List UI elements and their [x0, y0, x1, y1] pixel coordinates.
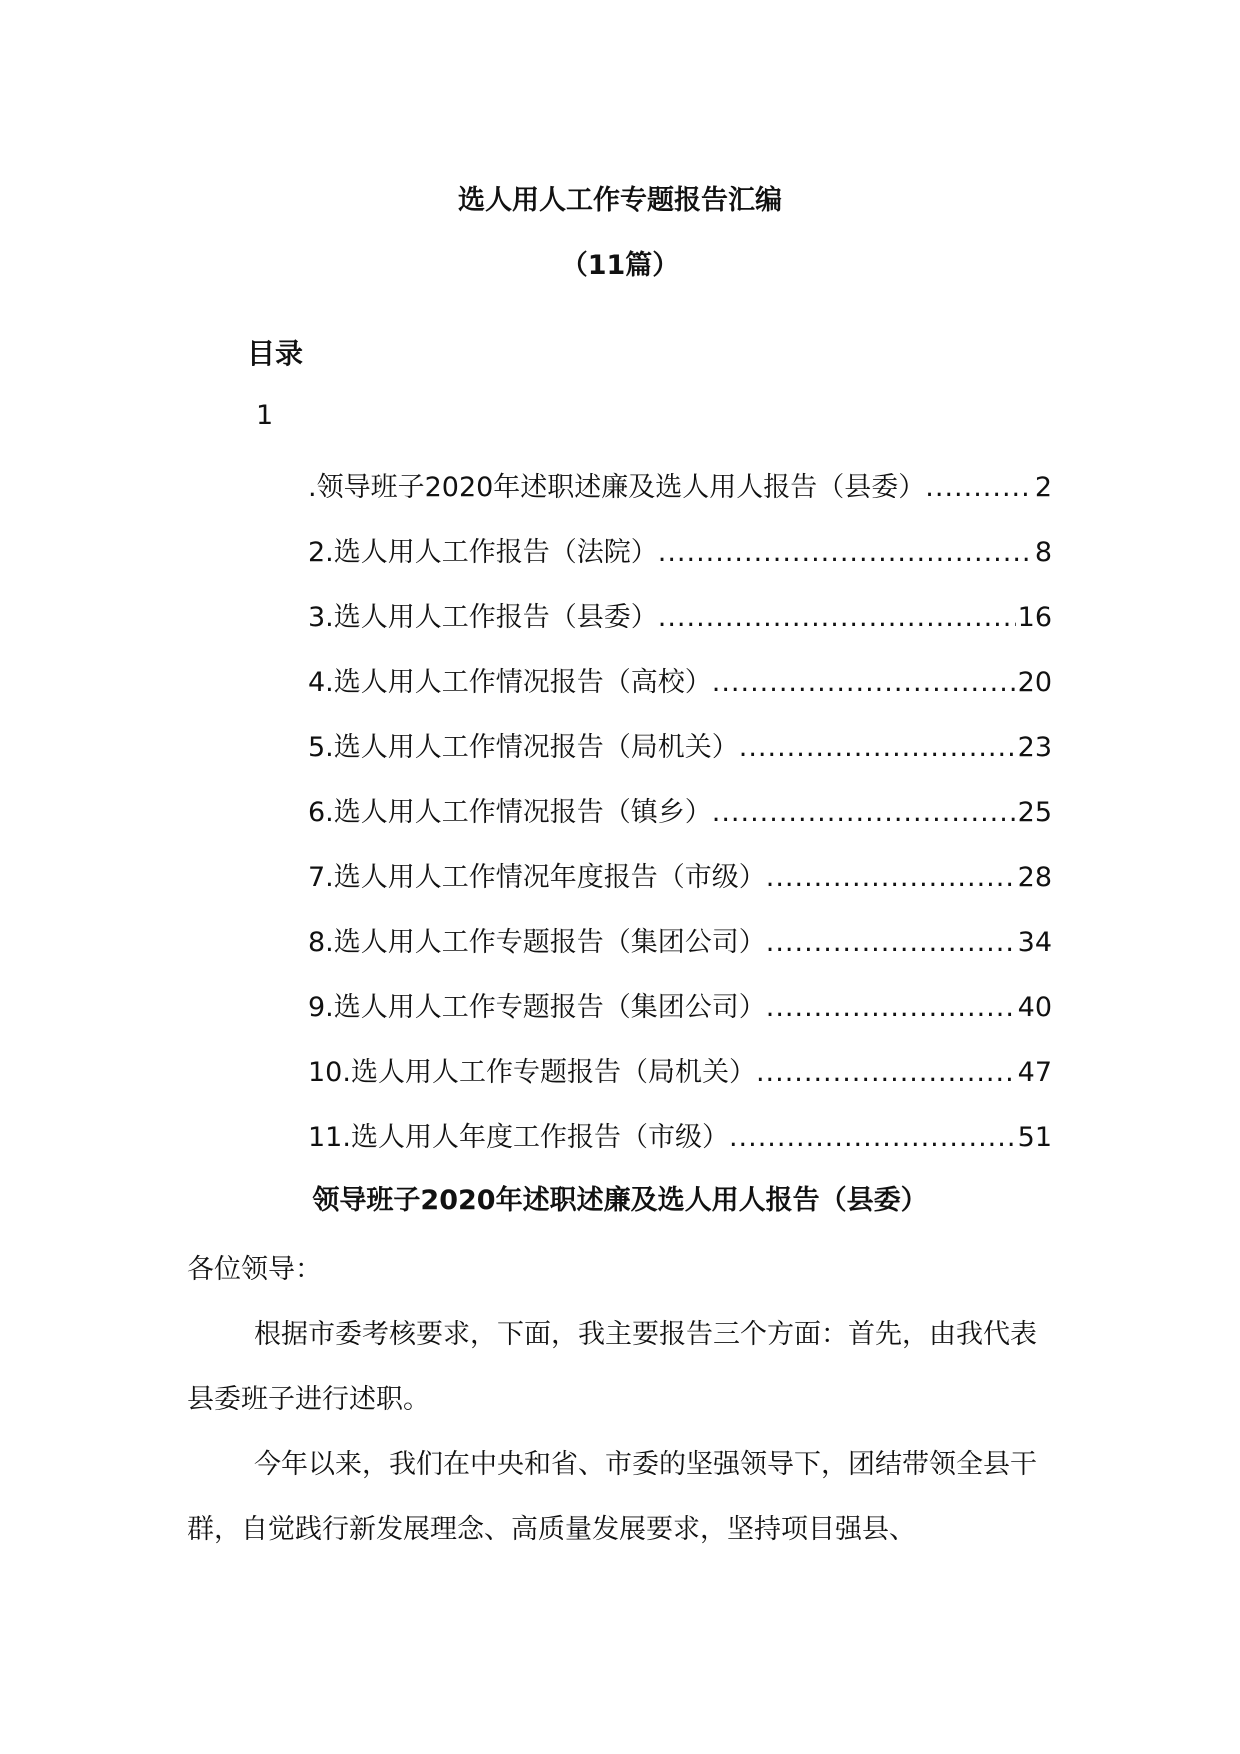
document-subtitle: （11篇）: [560, 250, 680, 281]
toc-entry-page-number: 23: [1017, 732, 1052, 763]
toc-entry[interactable]: [308, 660, 1052, 725]
toc-entry-label: .领导班子2020年述职述廉及选人用人报告（县委）: [308, 472, 926, 503]
toc-entry-page-number: 8: [1034, 537, 1052, 568]
section-title: 领导班子2020年述职述廉及选人用人报告（县委）: [312, 1185, 928, 1216]
toc-dot-leader: [658, 602, 1016, 633]
toc-entry[interactable]: [308, 465, 1052, 530]
toc-entry[interactable]: [308, 920, 1052, 985]
toc-entry[interactable]: [308, 595, 1052, 660]
table-of-contents: [308, 465, 1052, 1180]
toc-entry-label: 6.选人用人工作情况报告（镇乡）: [308, 797, 712, 828]
toc-entry-page-number: 20: [1017, 667, 1052, 698]
toc-entry-page-number: 16: [1017, 602, 1052, 633]
toc-entry-page-number: 40: [1017, 992, 1052, 1023]
toc-dot-leader: [658, 537, 1033, 568]
toc-dot-leader: [712, 667, 1016, 698]
toc-entry-page-number: 2: [1034, 472, 1052, 503]
toc-entry[interactable]: [308, 1050, 1052, 1115]
toc-dot-leader: [766, 992, 1016, 1023]
toc-entry-page-number: 25: [1017, 797, 1052, 828]
salutation: 各位领导：: [187, 1254, 322, 1285]
toc-entry[interactable]: [308, 1115, 1052, 1180]
toc-entry[interactable]: [308, 855, 1052, 920]
toc-entry-label: 5.选人用人工作情况报告（局机关）: [308, 732, 739, 763]
toc-entry-page-number: 51: [1017, 1122, 1052, 1153]
toc-entry-label: 8.选人用人工作专题报告（集团公司）: [308, 927, 766, 958]
toc-dot-leader: [766, 927, 1016, 958]
toc-entry-label: 11.选人用人年度工作报告（市级）: [308, 1122, 729, 1153]
toc-entry[interactable]: [308, 790, 1052, 855]
paragraph: 今年以来，我们在中央和省、市委的坚强领导下，团结带领全县干群，自觉践行新发展理念、高质量发展要求，坚持项目强县、: [187, 1449, 1037, 1545]
paragraph: 根据市委考核要求，下面，我主要报告三个方面：首先，由我代表县委班子进行述职。: [187, 1319, 1037, 1415]
toc-entry-label: 10.选人用人工作专题报告（局机关）: [308, 1057, 756, 1088]
toc-dot-leader: [712, 797, 1016, 828]
toc-dot-leader: [766, 862, 1016, 893]
toc-entry-page-number: 28: [1017, 862, 1052, 893]
toc-entry[interactable]: [308, 530, 1052, 595]
toc-heading: 目录: [247, 337, 304, 370]
toc-entry-label: 3.选人用人工作报告（县委）: [308, 602, 658, 633]
toc-entry-page-number: 47: [1017, 1057, 1052, 1088]
toc-entry-page-number: 34: [1017, 927, 1052, 958]
toc-entry-label: 4.选人用人工作情况报告（高校）: [308, 667, 712, 698]
toc-entry-label: 7.选人用人工作情况年度报告（市级）: [308, 862, 766, 893]
document-title: 选人用人工作专题报告汇编: [458, 185, 782, 216]
toc-entry-label: 2.选人用人工作报告（法院）: [308, 537, 658, 568]
toc-entry-label: 9.选人用人工作专题报告（集团公司）: [308, 992, 766, 1023]
toc-dot-leader: [925, 472, 1033, 503]
toc-number: 1: [256, 400, 274, 431]
toc-dot-leader: [739, 732, 1016, 763]
toc-dot-leader: [729, 1122, 1016, 1153]
toc-entry[interactable]: [308, 985, 1052, 1050]
toc-dot-leader: [756, 1057, 1016, 1088]
toc-entry[interactable]: [308, 725, 1052, 790]
